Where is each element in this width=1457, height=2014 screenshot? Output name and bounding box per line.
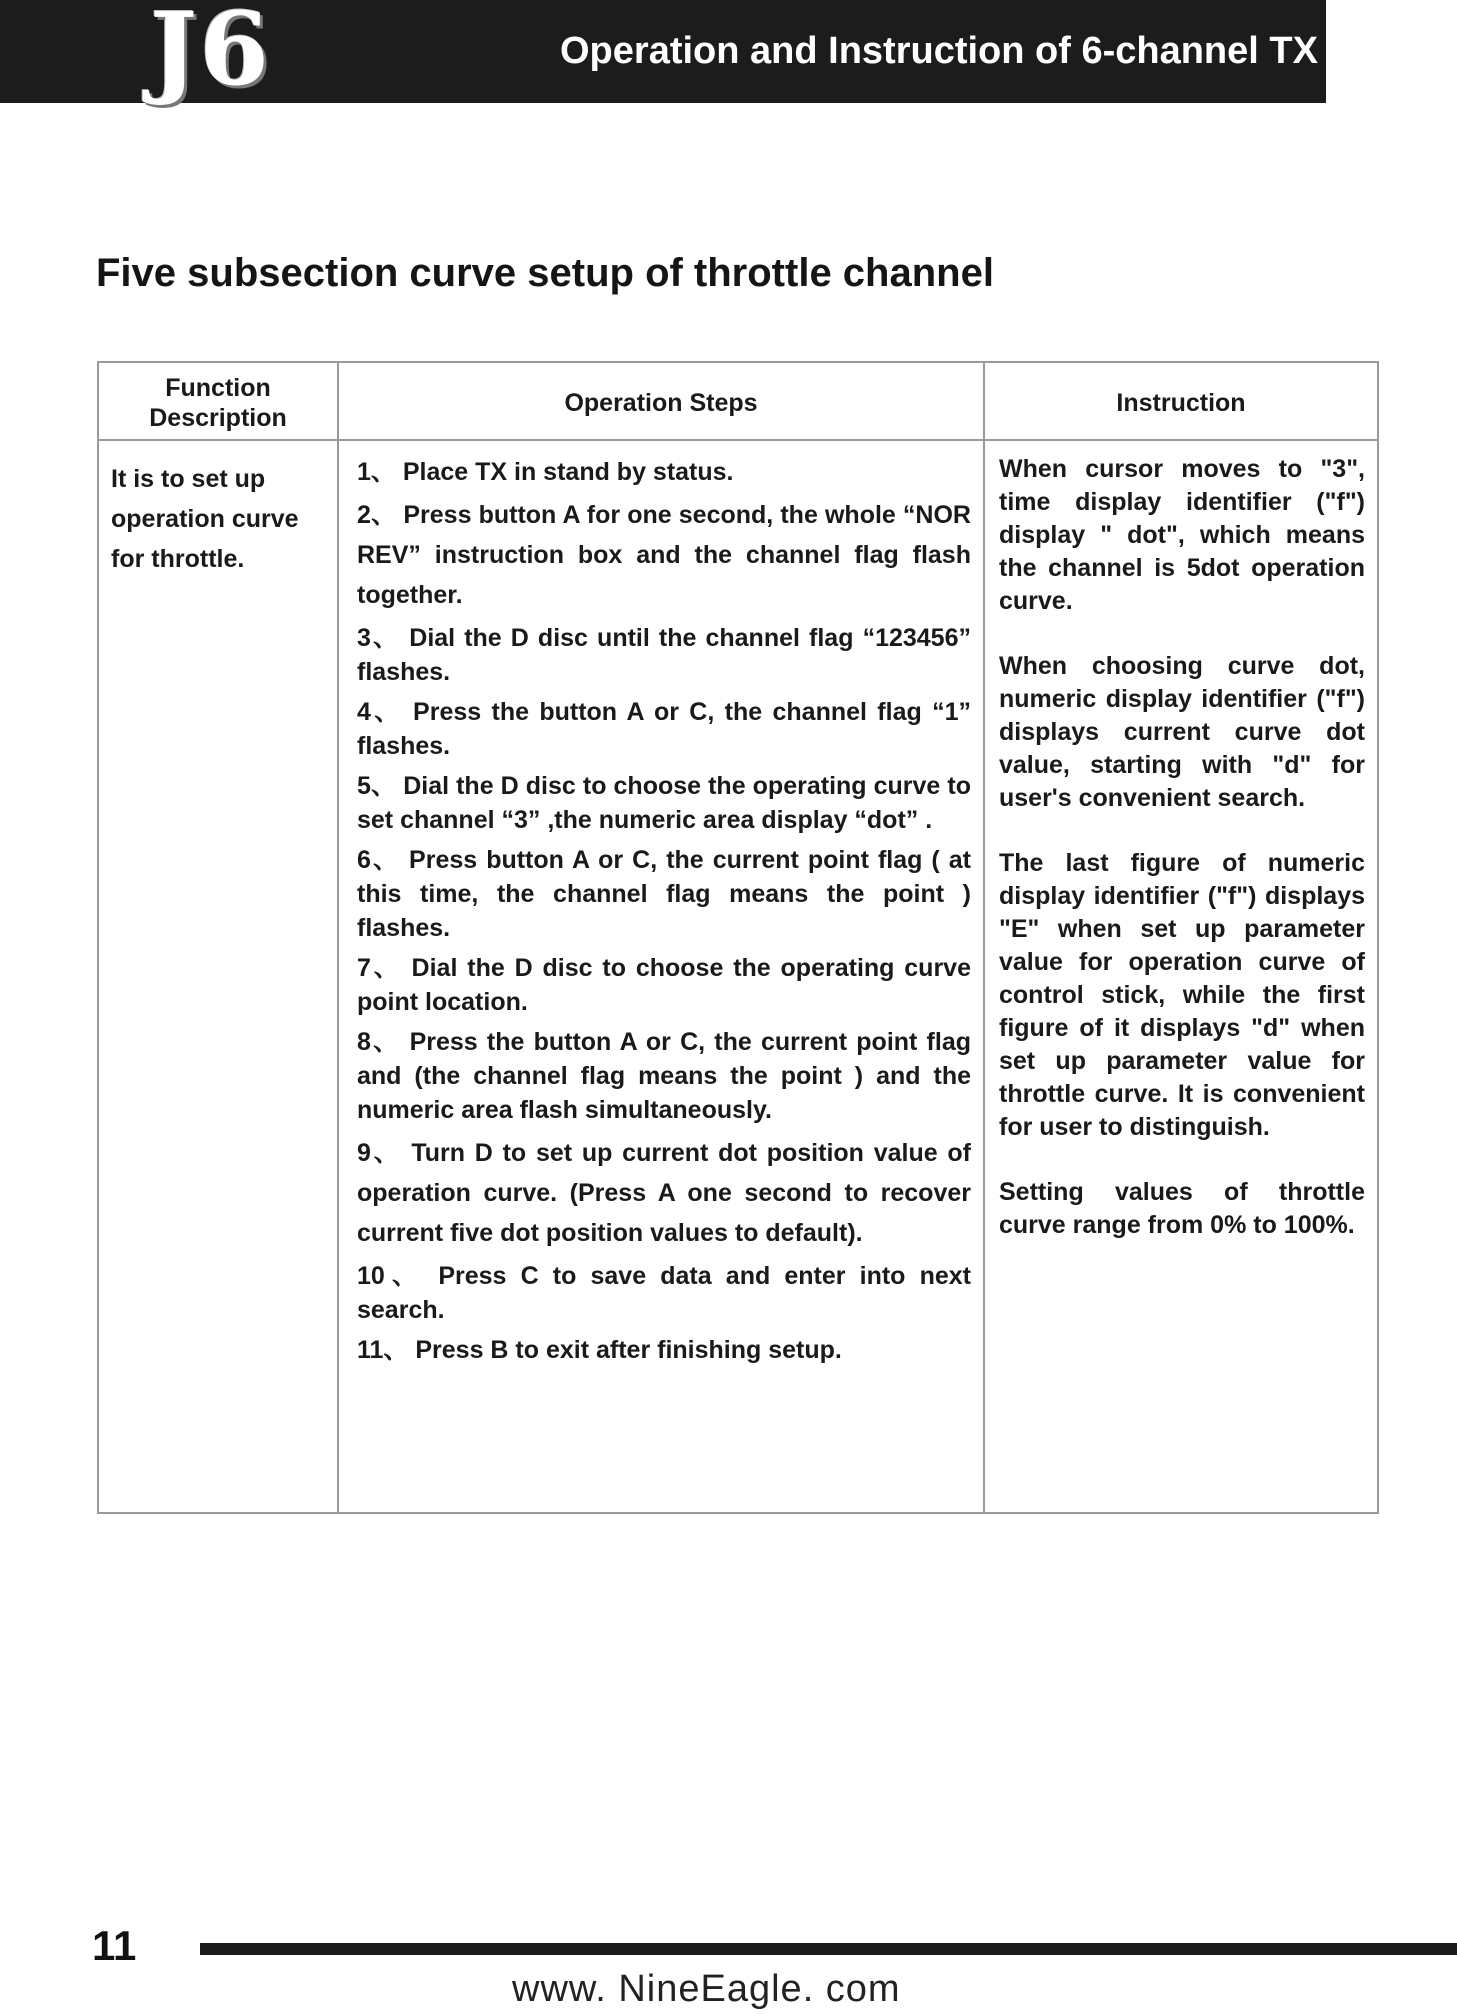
operation-steps-cell [338,440,984,1513]
j6-logo: J6 [150,0,271,108]
instruction-3: The last figure of numeric display identifier ("f") displays "E" when set up parameter value for operation curve of control stick, while the first figure of it displays "d" when set up parameter value for throttle curve. It is convenient for user to distinguish. [999,849,1365,1141]
step-8: 8、 Press the button A or C, the current point flag and (the channel flag means the point ) and the numeric area flash simultaneously. [357,1028,971,1124]
footer-rule [200,1943,1457,1955]
table-header-row [98,362,1378,440]
step-4: 4、 Press the button A or C, the channel flag “1” flashes. [357,698,971,760]
function-description-text: It is to set up operation curve for throttle. [111,465,299,573]
step-5: 5、 Dial the D disc to choose the operating curve to set channel “3” ,the numeric area display “dot” . [357,772,971,834]
step-10: 10、 Press C to save data and enter into next search. [357,1262,971,1324]
page-number: 11 [92,1922,137,1969]
header-instruction: Instruction [984,362,1378,440]
section-title: Five subsection curve setup of throttle channel [96,251,994,295]
step-9: 9、 Turn D to set up current dot position value of operation curve. (Press A one second to recover current five dot position values to default). [357,1139,971,1247]
header-title: Operation and Instruction of 6-channel TX [560,30,1318,72]
function-description-cell [98,440,338,1513]
step-7: 7、 Dial the D disc to choose the operating curve point location. [357,954,971,1016]
header-function-description: Function Description [98,362,338,440]
operation-table [97,361,1379,1514]
step-6: 6、 Press button A or C, the current point flag ( at this time, the channel flag means the point ) flashes. [357,846,971,942]
instruction-2: When choosing curve dot, numeric display identifier ("f") displays current curve dot value, starting with "d" for user's convenient search. [999,652,1365,812]
header-bar [0,0,1326,108]
instruction-4: Setting values of throttle curve range from 0% to 100%. [999,1178,1365,1239]
header-operation-steps: Operation Steps [338,362,984,440]
table-row [98,440,1378,1513]
step-11: 11、 Press B to exit after finishing setup. [357,1336,842,1364]
step-2: 2、 Press button A for one second, the whole “NOR REV” instruction box and the channel flag flash together. [357,501,971,609]
footer-url: www. NineEagle. com [512,1968,901,2010]
step-1: 1、 Place TX in stand by status. [357,458,734,486]
instruction-cell [984,440,1378,1513]
step-3: 3、 Dial the D disc until the channel flag “123456” flashes. [357,624,971,686]
instruction-1: When cursor moves to "3", time display identifier ("f") display " dot", which means the channel is 5dot operation curve. [999,455,1365,615]
